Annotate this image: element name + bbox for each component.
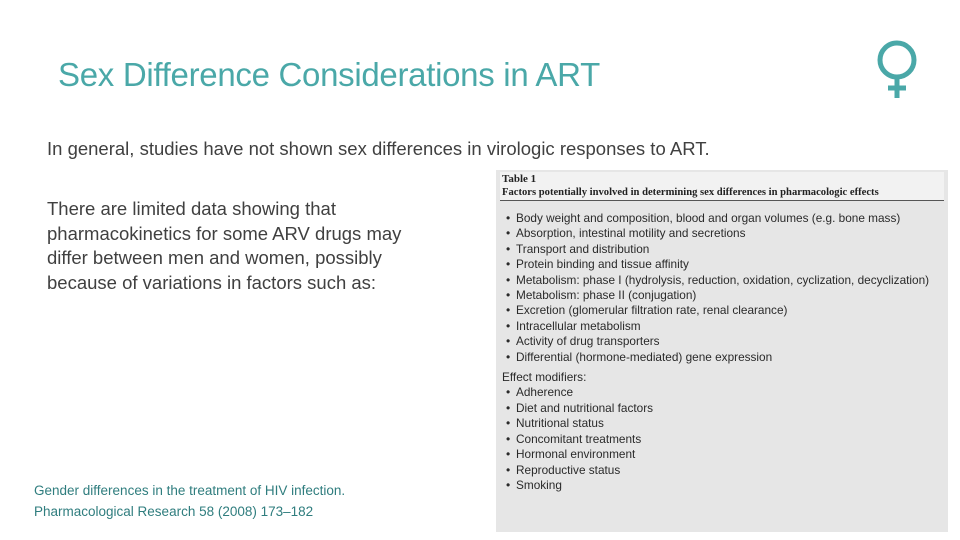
- list-item: • Metabolism: phase II (conjugation): [500, 288, 944, 303]
- list-item: • Body weight and composition, blood and organ volumes (e.g. bone mass): [500, 211, 944, 226]
- modifiers-heading: Effect modifiers:: [502, 370, 587, 385]
- list-item: • Intracellular metabolism: [500, 319, 944, 334]
- intro-statement: In general, studies have not shown sex differences in virologic responses to ART.: [47, 138, 710, 159]
- table-caption: Factors potentially involved in determining sex differences in pharmacologic effects: [500, 186, 944, 201]
- list-item: • Activity of drug transporters: [500, 334, 944, 349]
- list-item: • Absorption, intestinal motility and secretions: [500, 226, 944, 241]
- list-item: • Diet and nutritional factors: [500, 401, 944, 416]
- list-item: • Nutritional status: [500, 416, 944, 431]
- list-item: • Excretion (glomerular filtration rate, renal clearance): [500, 303, 944, 318]
- list-item: • Reproductive status: [500, 463, 944, 478]
- list-item: • Metabolism: phase I (hydrolysis, reduction, oxidation, cyclization, decyclization): [500, 273, 944, 288]
- citation-title: Gender differences in the treatment of HIV infection.: [34, 483, 346, 498]
- body-paragraph: There are limited data showing that pharmacokinetics for some ARV drugs may differ between men and women, possibly because of variations in factors such as:: [47, 198, 402, 293]
- citation-source: Pharmacological Research 58 (2008) 173–182: [34, 504, 314, 519]
- modifiers-list: [500, 385, 944, 493]
- list-item: • Transport and distribution: [500, 242, 944, 257]
- table-label: Table 1: [500, 172, 944, 186]
- female-symbol-icon: [870, 38, 924, 100]
- list-item: • Adherence: [500, 385, 944, 400]
- list-item: • Hormonal environment: [500, 447, 944, 462]
- slide-title: Sex Difference Considerations in ART: [58, 56, 600, 93]
- list-item: • Smoking: [500, 478, 944, 493]
- list-item: • Differential (hormone-mediated) gene expression: [500, 350, 944, 365]
- factors-list: [500, 211, 944, 365]
- citation: [34, 480, 454, 522]
- list-item: • Concomitant treatments: [500, 432, 944, 447]
- factors-table: [496, 170, 948, 532]
- list-item: • Protein binding and tissue affinity: [500, 257, 944, 272]
